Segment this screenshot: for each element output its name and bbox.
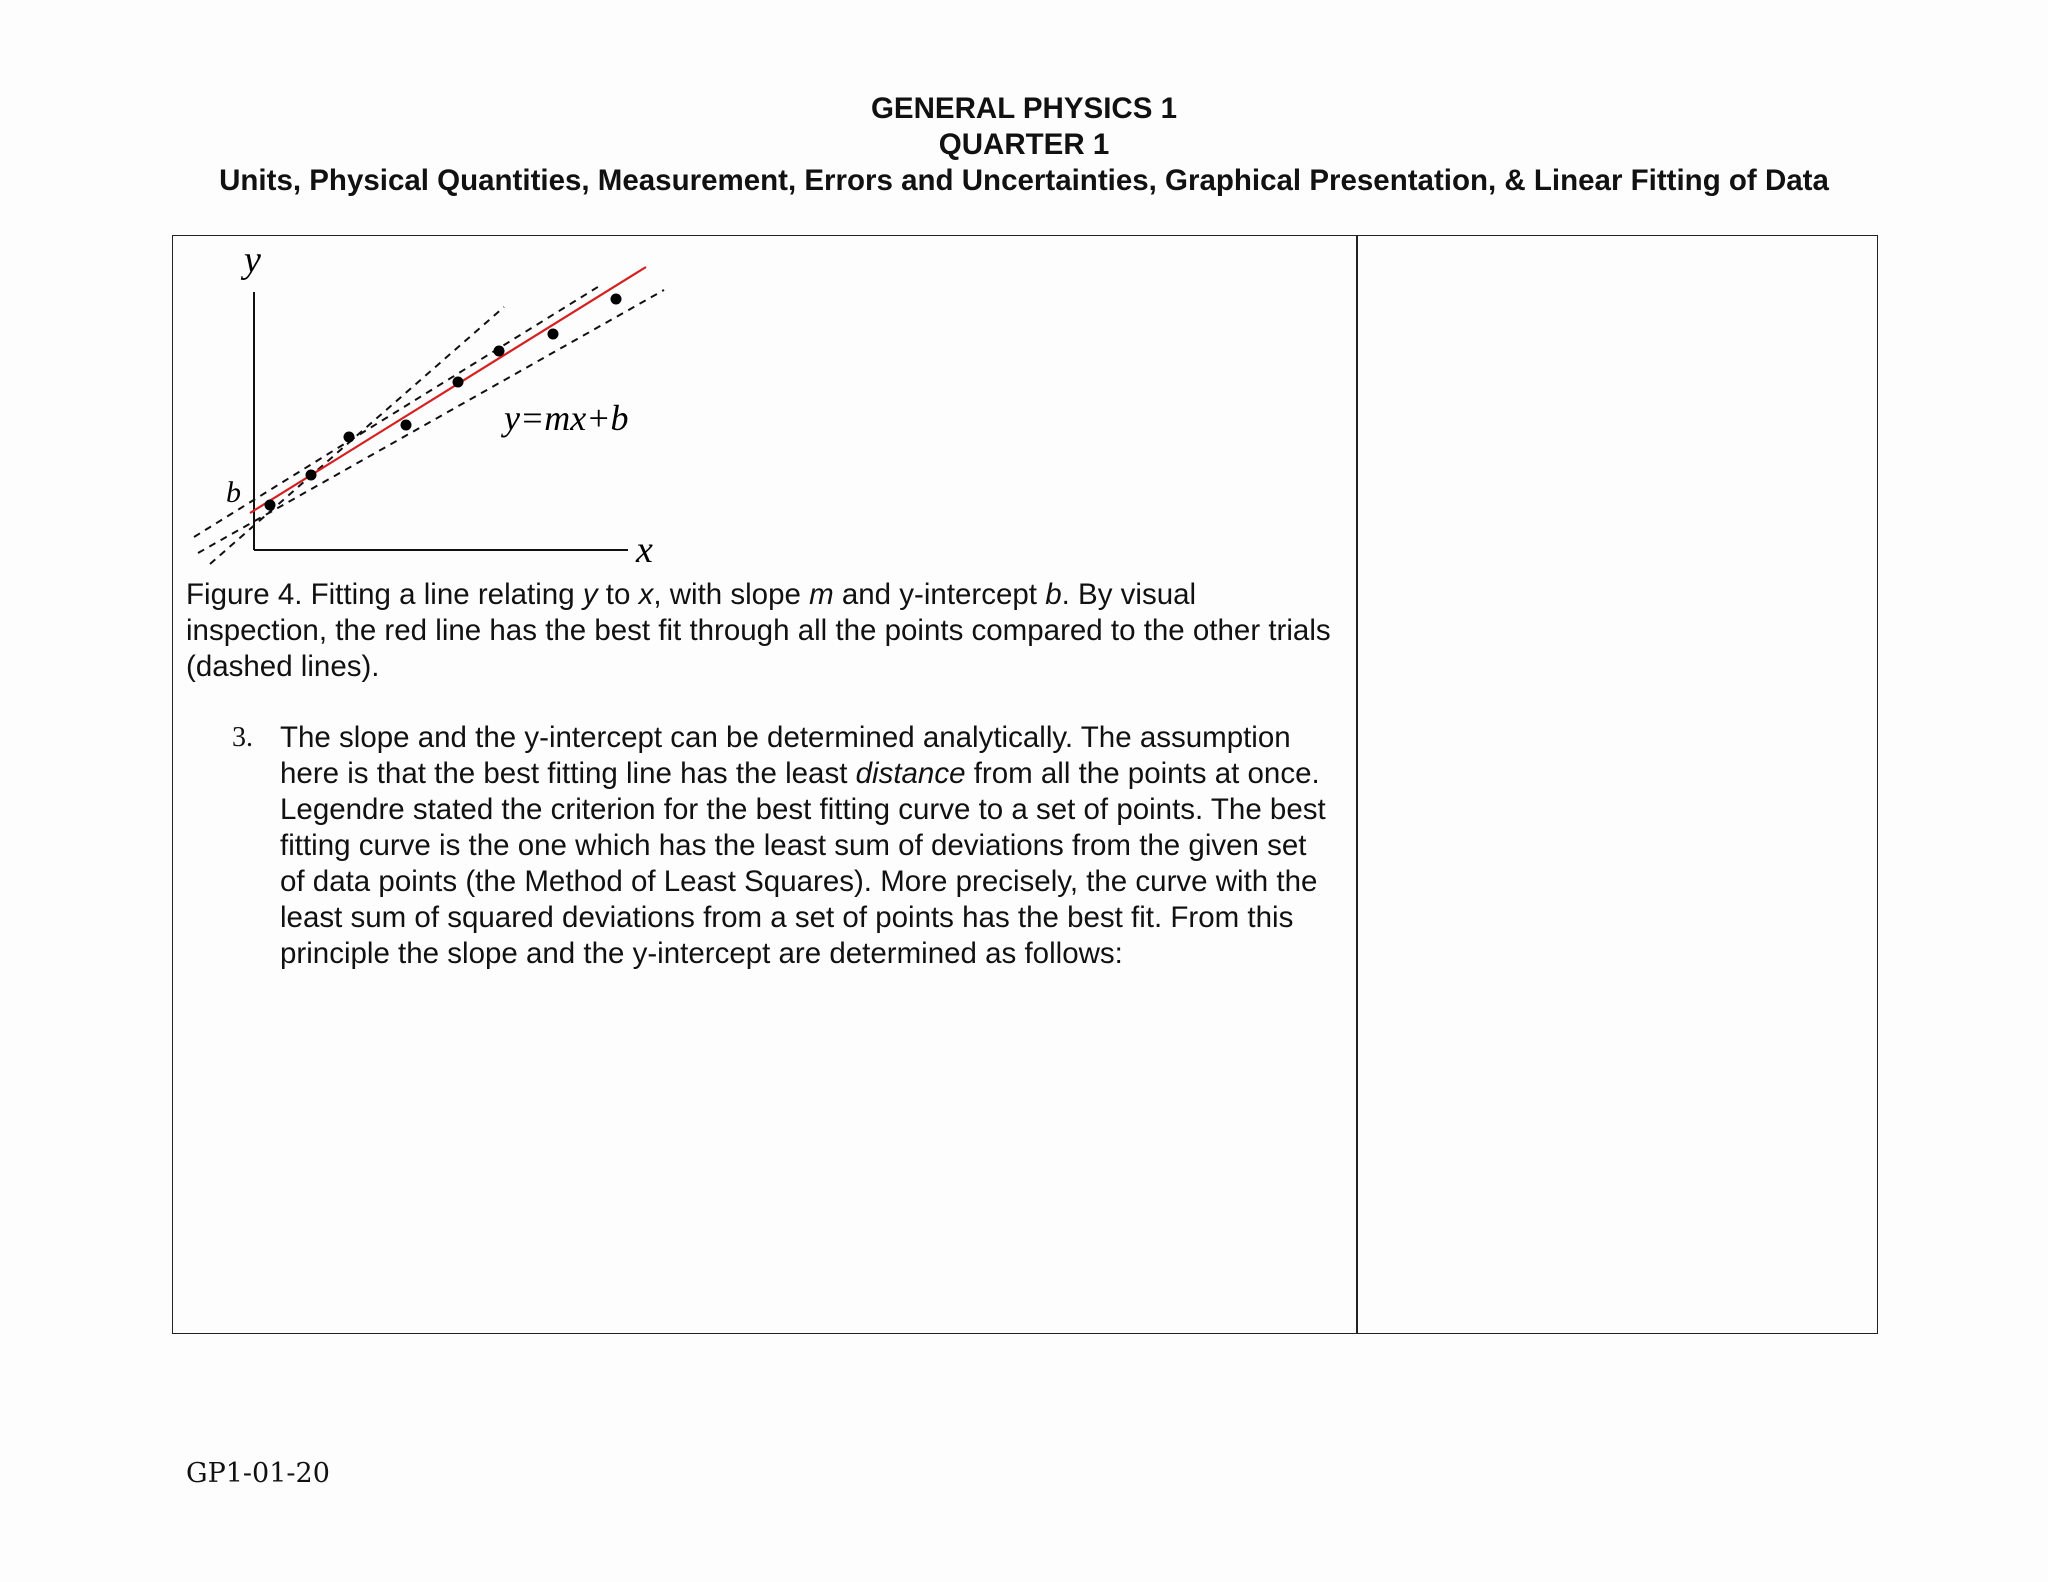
topic-title: Units, Physical Quantities, Measurement, Errors and Uncertainties, Graphical Presentation, & Linear Fitting of Data [219, 164, 1829, 197]
column-divider [1356, 235, 1358, 1334]
document-header [172, 91, 1876, 199]
quarter-label: QUARTER 1 [938, 128, 1110, 161]
data-point [401, 420, 412, 431]
data-point [453, 377, 464, 388]
intercept-label: b [226, 476, 241, 509]
equation-label: y=mx+b [504, 398, 629, 438]
x-axis-label: x [636, 529, 653, 570]
figure-caption: Figure 4. Fitting a line relating y to x, with slope m and y-intercept b. By visual inspection, the red line has the best fit through all the points compared to the other trials (dashed lines). [186, 578, 1331, 683]
y-axis-label: y [244, 239, 261, 281]
data-point [265, 500, 276, 511]
course-title: GENERAL PHYSICS 1 [870, 92, 1177, 125]
data-point [306, 470, 317, 481]
data-point [494, 346, 505, 357]
linear-fit-figure [180, 238, 670, 570]
list-item-text: The slope and the y-intercept can be determined analytically. The assumption here is that the best fitting line has the least distance from all the points at once. Legendre stated the criterion for the best fitting curve to a set of points. The best fitting curve is the one which has the least sum of deviations from the given set of data points (the Method of Least Squares). More precisely, the curve with the least sum of squared deviations from a set of points has the best fit. From this principle the slope and the y-intercept are determined as follows: [280, 721, 1326, 970]
data-point [548, 329, 559, 340]
list-number: 3. [232, 722, 253, 753]
list-item [232, 720, 1352, 972]
data-point [611, 294, 622, 305]
page-footer-code: GP1-01-20 [186, 1458, 330, 1489]
data-point [344, 432, 355, 443]
